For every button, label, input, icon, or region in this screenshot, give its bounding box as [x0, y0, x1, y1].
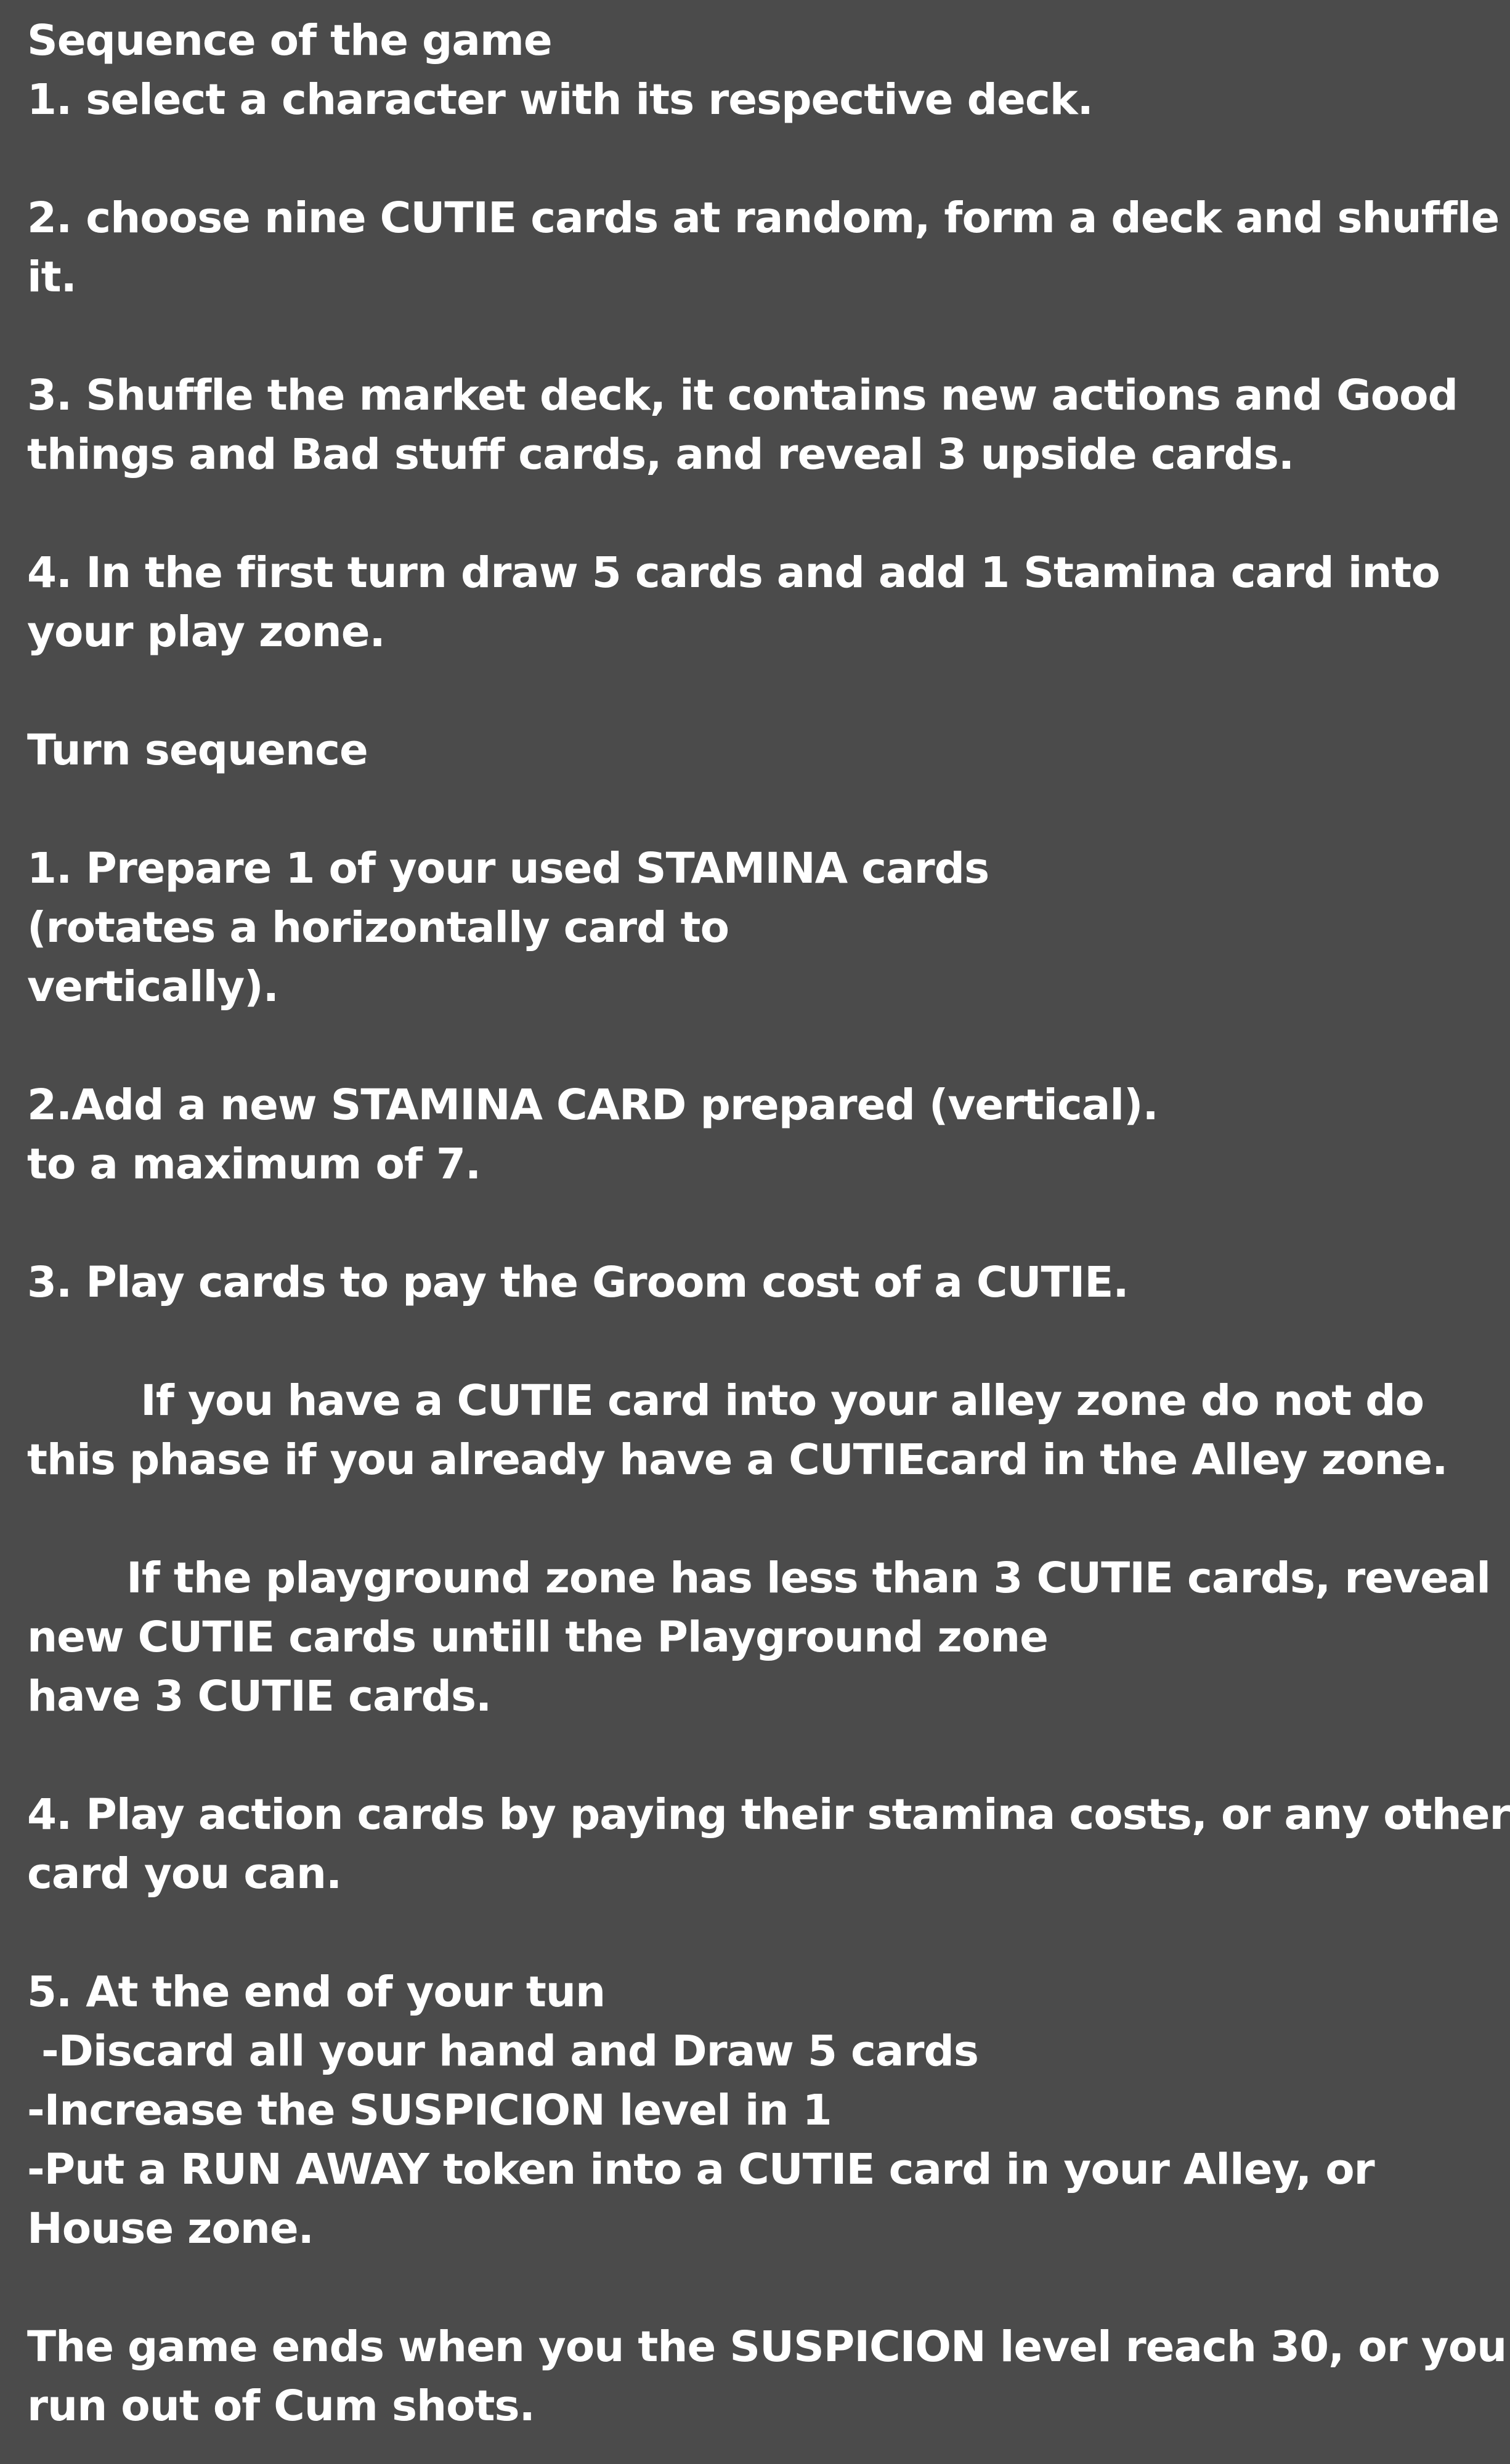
- turn-step-3-note-2-line-3: have 3 CUTIE cards.: [27, 1672, 492, 1721]
- setup-step-4-line-2: your play zone.: [27, 607, 385, 657]
- turn-step-3-note-1-line-2: this phase if you already have a CUTIEcard in the Alley zone.: [27, 1435, 1448, 1485]
- setup-step-4-line-1: 4. In the first turn draw 5 cards and add 1 Stamina card into: [27, 548, 1440, 598]
- turn-step-5-item-3-line-1: -Put a RUN AWAY token into a CUTIE card in your Alley, or: [27, 2145, 1374, 2194]
- game-end-line-2: run out of Cum shots.: [27, 2381, 535, 2431]
- sequence-heading: Sequence of the game: [27, 16, 552, 65]
- turn-sequence-heading: Turn sequence: [27, 726, 368, 775]
- game-end-line-1: The game ends when you the SUSPICION level reach 30, or you: [27, 2322, 1507, 2372]
- turn-step-5-item-3-line-2: House zone.: [27, 2204, 314, 2253]
- spacer: [27, 1016, 1355, 1076]
- spacer: [27, 129, 1355, 188]
- setup-step-2-line-2: it.: [27, 253, 76, 302]
- turn-step-5-heading: 5. At the end of your tun: [27, 1968, 606, 2017]
- turn-step-5-item-2: -Increase the SUSPICION level in 1: [27, 2086, 832, 2135]
- turn-step-4-line-2: card you can.: [27, 1849, 342, 1899]
- spacer: [27, 662, 1355, 721]
- setup-step-3-line-1: 3. Shuffle the market deck, it contains new actions and Good: [27, 371, 1458, 420]
- turn-step-2-line-1: 2.Add a new STAMINA CARD prepared (vertical).: [27, 1080, 1158, 1130]
- turn-step-3-note-1-line-1: If you have a CUTIE card into your alley zone do not do: [27, 1376, 1424, 1425]
- turn-step-3-note-2-line-1: If the playground zone has less than 3 CUTIE cards, reveal: [27, 1554, 1491, 1603]
- turn-step-4-line-1: 4. Play action cards by paying their stamina costs, or any other: [27, 1790, 1510, 1839]
- turn-step-2-line-2: to a maximum of 7.: [27, 1140, 481, 1189]
- spacer: [27, 1903, 1355, 1963]
- turn-step-1-line-1: 1. Prepare 1 of your used STAMINA cards: [27, 844, 989, 893]
- spacer: [27, 484, 1355, 543]
- spacer: [27, 2258, 1355, 2317]
- turn-step-3: 3. Play cards to pay the Groom cost of a CUTIE.: [27, 1258, 1129, 1307]
- spacer: [27, 780, 1355, 839]
- spacer: [27, 307, 1355, 366]
- setup-step-3-line-2: things and Bad stuff cards, and reveal 3 upside cards.: [27, 430, 1294, 479]
- turn-step-1-line-2: (rotates a horizontally card to: [27, 903, 729, 952]
- setup-step-1: 1. select a character with its respective deck.: [27, 75, 1093, 124]
- turn-step-5-item-1: -Discard all your hand and Draw 5 cards: [27, 2027, 978, 2076]
- spacer: [27, 1726, 1355, 1785]
- turn-step-1-line-3: vertically).: [27, 962, 278, 1011]
- spacer: [27, 1489, 1355, 1549]
- spacer: [27, 1194, 1355, 1253]
- setup-step-2-line-1: 2. choose nine CUTIE cards at random, form a deck and shuffle: [27, 193, 1500, 243]
- spacer: [27, 1312, 1355, 1371]
- turn-step-3-note-2-line-2: new CUTIE cards untill the Playground zone: [27, 1613, 1048, 1662]
